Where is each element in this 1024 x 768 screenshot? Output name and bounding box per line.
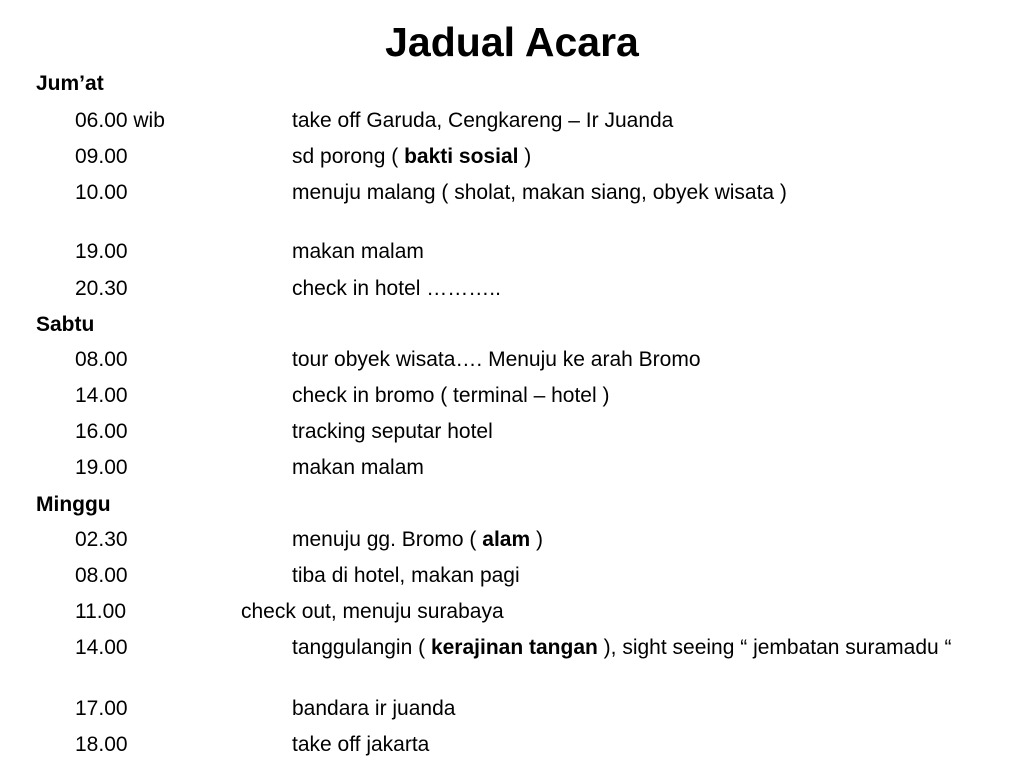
activity-text: sd porong ( bakti sosial ) [292,145,532,168]
time-label: 09.00 [75,145,128,168]
activity-text: bandara ir juanda [292,697,456,720]
activity-text: check out, menuju surabaya [241,600,504,623]
activity-text: makan malam [292,456,424,479]
time-label: 08.00 [75,348,128,371]
time-label: 19.00 [75,456,128,479]
time-label: 10.00 [75,181,128,204]
time-label: 20.30 [75,277,128,300]
activity-text: take off jakarta [292,733,430,756]
day-heading: Sabtu [36,313,95,336]
day-heading: Jum’at [36,72,104,95]
time-label: 02.30 [75,528,128,551]
time-label: 16.00 [75,420,128,443]
activity-text: tanggulangin ( kerajinan tangan ), sight seeing “ jembatan suramadu “ [292,636,952,659]
time-label: 19.00 [75,240,128,263]
activity-text: tiba di hotel, makan pagi [292,564,520,587]
time-label: 14.00 [75,384,128,407]
activity-text: menuju gg. Bromo ( alam ) [292,528,543,551]
time-label: 18.00 [75,733,128,756]
time-label: 11.00 [75,600,126,623]
activity-text: tour obyek wisata…. Menuju ke arah Bromo [292,348,701,371]
time-label: 08.00 [75,564,128,587]
activity-text: tracking seputar hotel [292,420,493,443]
activity-text: menuju malang ( sholat, makan siang, obyek wisata ) [292,181,787,204]
activity-text: check in hotel ……….. [292,277,501,300]
time-label: 14.00 [75,636,128,659]
day-heading: Minggu [36,493,111,516]
activity-text: check in bromo ( terminal – hotel ) [292,384,610,407]
page-title: Jadual Acara [385,19,639,65]
activity-text: take off Garuda, Cengkareng – Ir Juanda [292,109,674,132]
time-label: 06.00 wib [75,109,165,132]
activity-text: makan malam [292,240,424,263]
time-label: 17.00 [75,697,128,720]
